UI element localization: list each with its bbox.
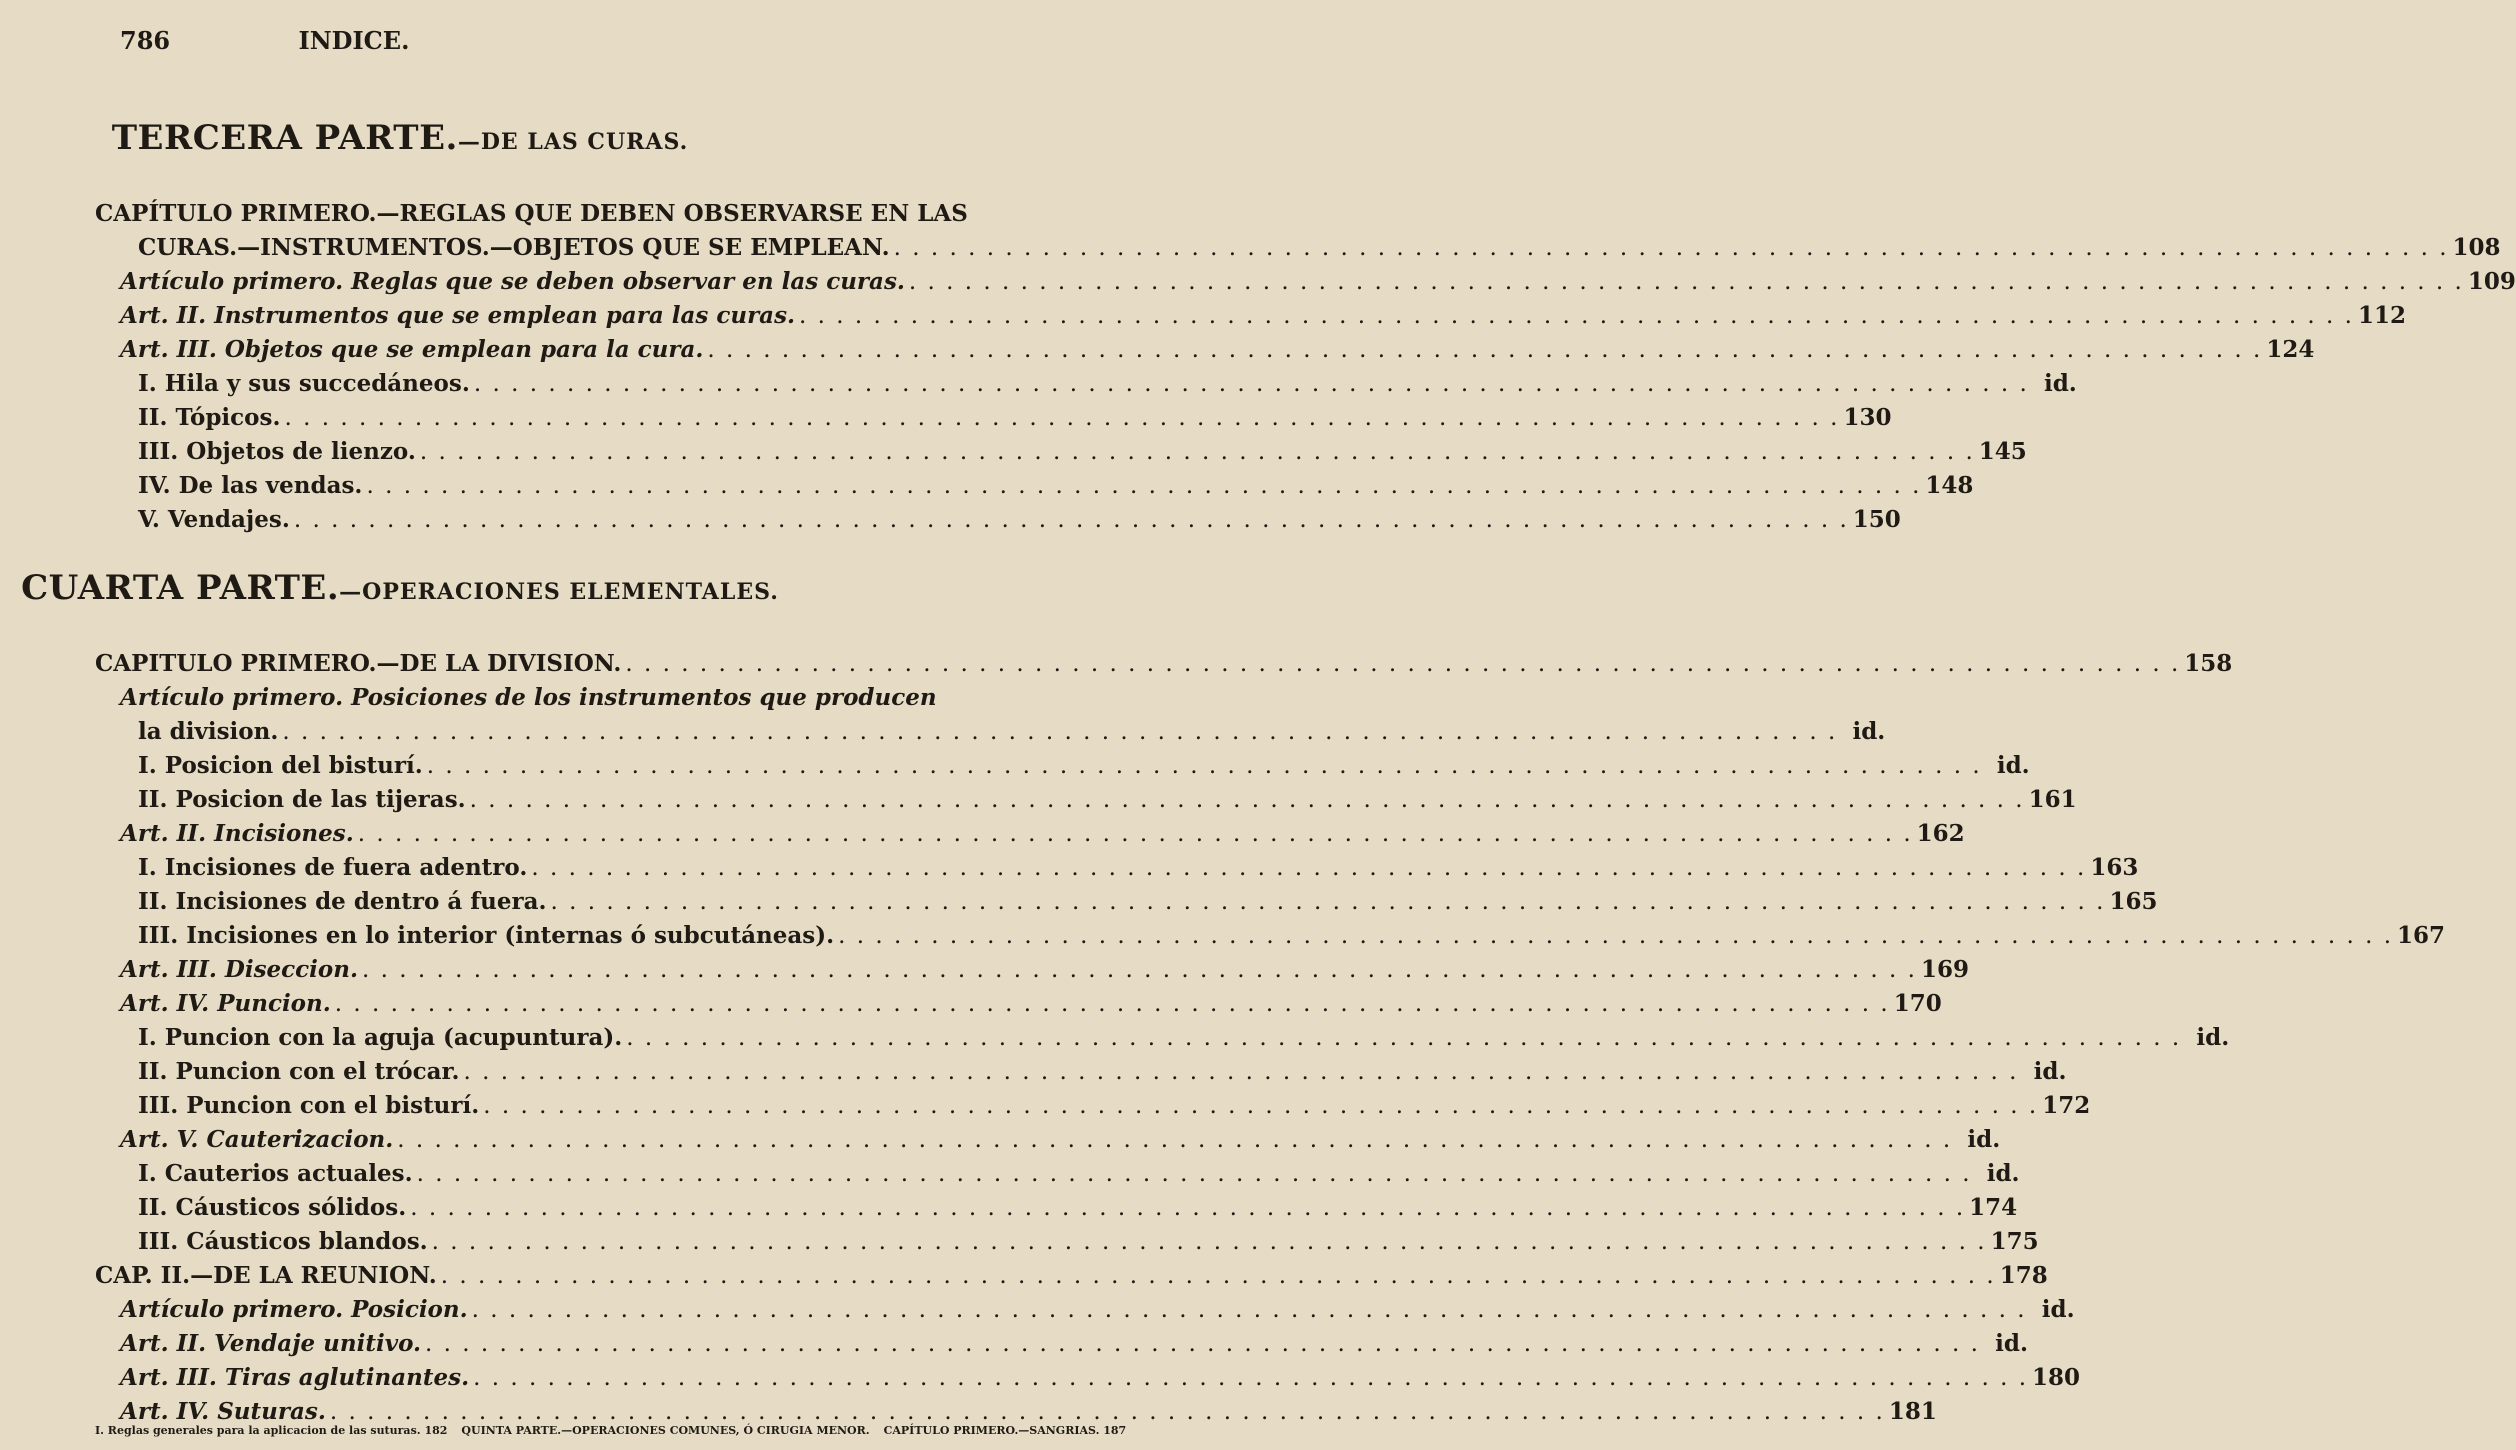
toc-line	[138, 506, 1901, 542]
toc-line	[138, 234, 2501, 270]
chapter-heading: CAPITULO PRIMERO.—DE LA DIVISION.	[95, 650, 622, 677]
page-ref: id.	[1995, 1330, 2028, 1357]
chapter-heading: CAPÍTULO PRIMERO.—REGLAS QUE DEBEN OBSERVARSE EN LAS	[95, 200, 968, 227]
entry-text: Art. III. Objetos que se emplean para la cura.	[120, 336, 704, 363]
page-ref: 109	[2467, 268, 2516, 295]
page-ref: 180	[2032, 1364, 2081, 1391]
entry-text: III. Objetos de lienzo.	[138, 438, 416, 465]
toc-line	[120, 990, 1942, 1026]
page-ref: id.	[1967, 1126, 2001, 1153]
page-ref: id.	[2043, 370, 2077, 397]
toc-line	[138, 438, 2027, 474]
page-ref: id.	[2033, 1058, 2067, 1085]
toc-line	[120, 1330, 2028, 1366]
page-ref: 148	[1925, 472, 1974, 499]
entry-text: Artículo primero. Reglas que se deben observar en las curas.	[120, 268, 905, 295]
toc-line	[138, 786, 2077, 822]
toc-line	[138, 854, 2139, 890]
entry-text: III. Puncion con el bisturí.	[138, 1092, 480, 1119]
page-ref: 169	[1920, 956, 1969, 983]
page-ref: 175	[1990, 1228, 2039, 1255]
entry-text: Artículo primero. Posiciones de los instrumentos que producen	[120, 684, 937, 711]
page-ref: 108	[2452, 234, 2501, 261]
toc-line	[138, 1160, 2020, 1196]
toc-tail	[95, 1424, 1127, 1448]
toc-line	[120, 820, 1965, 856]
page-ref: id.	[2041, 1296, 2075, 1323]
entry-text: I. Reglas generales para la aplicacion de las suturas. 182	[95, 1424, 448, 1437]
toc-line	[138, 752, 2030, 788]
entry-text: I. Hila y sus succedáneos.	[138, 370, 470, 397]
toc-line	[138, 718, 1886, 754]
entry-text: II. Incisiones de dentro á fuera.	[138, 888, 547, 915]
chapter-heading-cont: CURAS.—INSTRUMENTOS.—OBJETOS QUE SE EMPLEAN.	[138, 234, 890, 261]
toc-line	[120, 684, 937, 720]
part5-title: QUINTA PARTE.—OPERACIONES COMUNES, Ó CIRUGIA MENOR.	[461, 1424, 870, 1437]
page-ref: 112	[2358, 302, 2407, 329]
entry-text: III. Cáusticos blandos.	[138, 1228, 428, 1255]
page-ref: id.	[1852, 718, 1886, 745]
page-ref: 162	[1916, 820, 1965, 847]
page-ref: 174	[1969, 1194, 2018, 1221]
toc-line	[138, 1228, 2039, 1264]
toc-line	[120, 956, 1969, 992]
page-ref: 165	[2109, 888, 2158, 915]
entry-text: Art. IV. Puncion.	[120, 990, 331, 1017]
page-ref: 130	[1843, 404, 1892, 431]
entry-text: I. Puncion con la aguja (acupuntura).	[138, 1024, 623, 1051]
entry-text: II. Posicion de las tijeras.	[138, 786, 466, 813]
part4-title-text: CUARTA PARTE.	[21, 568, 340, 608]
part4-title	[0, 568, 800, 608]
toc-line	[138, 888, 2158, 924]
entry-text: II. Cáusticos sólidos.	[138, 1194, 407, 1221]
running-title: INDICE.	[298, 26, 410, 55]
entry-text: I. Posicion del bisturí.	[138, 752, 423, 779]
page-ref: 161	[2028, 786, 2077, 813]
page-ref: 181	[1888, 1398, 1937, 1425]
toc-line	[138, 370, 2077, 406]
page-ref: 124	[2266, 336, 2315, 363]
entry-text: la division.	[138, 718, 279, 745]
entry-text: Art. II. Vendaje unitivo.	[120, 1330, 422, 1357]
part3-title	[0, 118, 800, 158]
toc-line	[138, 1024, 2230, 1060]
entry-text: II. Tópicos.	[138, 404, 281, 431]
page-header	[120, 26, 409, 55]
page-ref: 167	[2397, 922, 2446, 949]
toc-line	[95, 200, 968, 236]
page-ref: 178	[1999, 1262, 2048, 1289]
entry-text: Artículo primero. Posicion.	[120, 1296, 468, 1323]
toc-line	[138, 922, 2446, 958]
page-ref: 150	[1852, 506, 1901, 533]
toc-line	[120, 1126, 2001, 1162]
page-ref: 158	[2184, 650, 2233, 677]
page-ref: 163	[2090, 854, 2139, 881]
part3-subtitle: —DE LAS CURAS.	[457, 129, 689, 155]
toc-line	[120, 302, 2407, 338]
entry-text: Art. II. Incisiones.	[120, 820, 354, 847]
entry-text: Art. III. Tiras aglutinantes.	[120, 1364, 470, 1391]
toc-line	[138, 1194, 2018, 1230]
page-ref: id.	[1986, 1160, 2020, 1187]
part3-title-text: TERCERA PARTE.	[111, 118, 458, 158]
entry-text: IV. De las vendas.	[138, 472, 363, 499]
page-ref: id.	[2196, 1024, 2230, 1051]
toc-line	[138, 472, 1974, 508]
page-ref: 172	[2042, 1092, 2091, 1119]
entry-text: I. Cauterios actuales.	[138, 1160, 413, 1187]
entry-text: Art. II. Instrumentos que se emplean para las curas.	[120, 302, 796, 329]
part4-subtitle: —OPERACIONES ELEMENTALES.	[339, 579, 779, 605]
toc-line	[120, 1296, 2075, 1332]
toc-line	[138, 404, 1892, 440]
entry-text: Art. V. Cauterizacion.	[120, 1126, 394, 1153]
entry-text: Art. III. Diseccion.	[120, 956, 358, 983]
entry-text: III. Incisiones en lo interior (internas ó subcutáneas).	[138, 922, 835, 949]
toc-line	[120, 336, 2315, 372]
toc-line	[95, 650, 2233, 686]
toc-line	[120, 1364, 2081, 1400]
toc-line	[120, 268, 2516, 304]
page-ref: 145	[1978, 438, 2027, 465]
toc-line	[95, 1262, 2048, 1298]
entry-text: CAPÍTULO PRIMERO.—SANGRIAS. 187	[883, 1424, 1127, 1437]
page-number: 786	[120, 26, 171, 55]
page-ref: 170	[1893, 990, 1942, 1017]
entry-text: Art. IV. Suturas.	[120, 1398, 326, 1425]
entry-text: I. Incisiones de fuera adentro.	[138, 854, 528, 881]
page-ref: id.	[1996, 752, 2030, 779]
chapter-heading: CAP. II.—DE LA REUNION.	[95, 1262, 437, 1289]
toc-line	[138, 1058, 2067, 1094]
entry-text: V. Vendajes.	[138, 506, 290, 533]
entry-text: II. Puncion con el trócar.	[138, 1058, 460, 1085]
toc-line	[138, 1092, 2091, 1128]
